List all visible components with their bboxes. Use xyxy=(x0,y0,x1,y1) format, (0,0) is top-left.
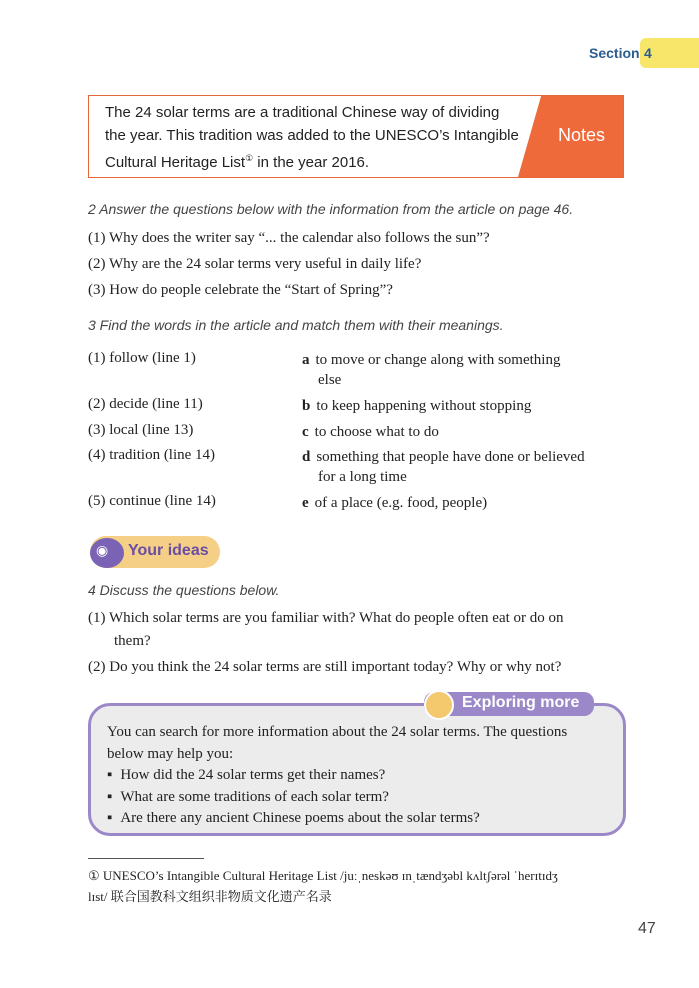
bullet-item: ▪ What are some traditions of each solar term? xyxy=(107,787,617,809)
exploring-title: Exploring more xyxy=(462,694,580,711)
exploring-intro: below may help you: xyxy=(107,745,234,762)
notes-label: Notes xyxy=(557,125,605,145)
notes-line: Cultural Heritage List xyxy=(105,154,246,171)
footnote-marker: ① xyxy=(245,153,254,163)
question-continuation: them? xyxy=(114,633,151,649)
notes-line: in the year 2016. xyxy=(253,154,370,171)
question: (1) Why does the writer say “... the calendar also follows the sun”? xyxy=(88,230,490,246)
word-item: (2) decide (line 11) xyxy=(88,396,203,412)
meaning-item: d something that people have done or believed for a long time xyxy=(302,449,585,485)
question: (1) Which solar terms are you familiar with? What do people often eat or do on xyxy=(88,610,564,626)
section-label: Section xyxy=(589,45,640,61)
question: (2) Why are the 24 solar terms very useful in daily life? xyxy=(88,256,422,272)
word-item: (4) tradition (line 14) xyxy=(88,447,216,463)
word-item: (1) follow (line 1) xyxy=(88,350,196,366)
meaning-item: e of a place (e.g. food, people) xyxy=(302,495,488,511)
section-number: 4 xyxy=(644,45,652,61)
word-item: (3) local (line 13) xyxy=(88,422,194,438)
meaning-item: c to choose what to do xyxy=(302,424,439,440)
notes-line: the year. This tradition was added to the UNESCO’s Intangible xyxy=(105,126,519,144)
notes-box xyxy=(88,95,624,178)
bullet-item: ▪ Are there any ancient Chinese poems about the solar terms? xyxy=(107,808,617,830)
footnote-line: lɪst/ 联合国教科文组织非物质文化遗产名录 xyxy=(88,889,332,904)
meaning-item: a to move or change along with something else xyxy=(302,352,561,388)
notes-line: The 24 solar terms are a traditional Chinese way of dividing xyxy=(105,104,500,121)
footnote xyxy=(88,865,618,907)
question: (3) How do people celebrate the “Start of Spring”? xyxy=(88,282,393,298)
bullet-item: ▪ How did the 24 solar terms get their names? xyxy=(107,765,617,787)
footnote-line: ① UNESCO’s Intangible Cultural Heritage List /juːˌneskəʊ ɪnˌtændʒəbl kʌltʃərəl ˈherɪtɪdʒ xyxy=(88,868,558,883)
page-number: 47 xyxy=(638,920,656,937)
exercise-4-instruction: 4 Discuss the questions below. xyxy=(88,582,280,598)
your-ideas-title: Your ideas xyxy=(128,542,209,559)
exploring-intro: You can search for more information about the 24 solar terms. The questions xyxy=(107,724,568,740)
footnote-divider xyxy=(88,858,204,859)
exploring-text xyxy=(107,722,617,830)
meaning-item: b to keep happening without stopping xyxy=(302,398,532,414)
speech-bubbles-icon: ◉ xyxy=(90,538,124,568)
exercise-3-instruction: 3 Find the words in the article and match them with their meanings. xyxy=(88,317,504,333)
notes-text xyxy=(105,102,525,175)
exercise-2-instruction: 2 Answer the questions below with the information from the article on page 46. xyxy=(88,201,574,217)
word-item: (5) continue (line 14) xyxy=(88,493,216,509)
books-icon xyxy=(424,690,454,720)
question: (2) Do you think the 24 solar terms are still important today? Why or why not? xyxy=(88,659,562,675)
